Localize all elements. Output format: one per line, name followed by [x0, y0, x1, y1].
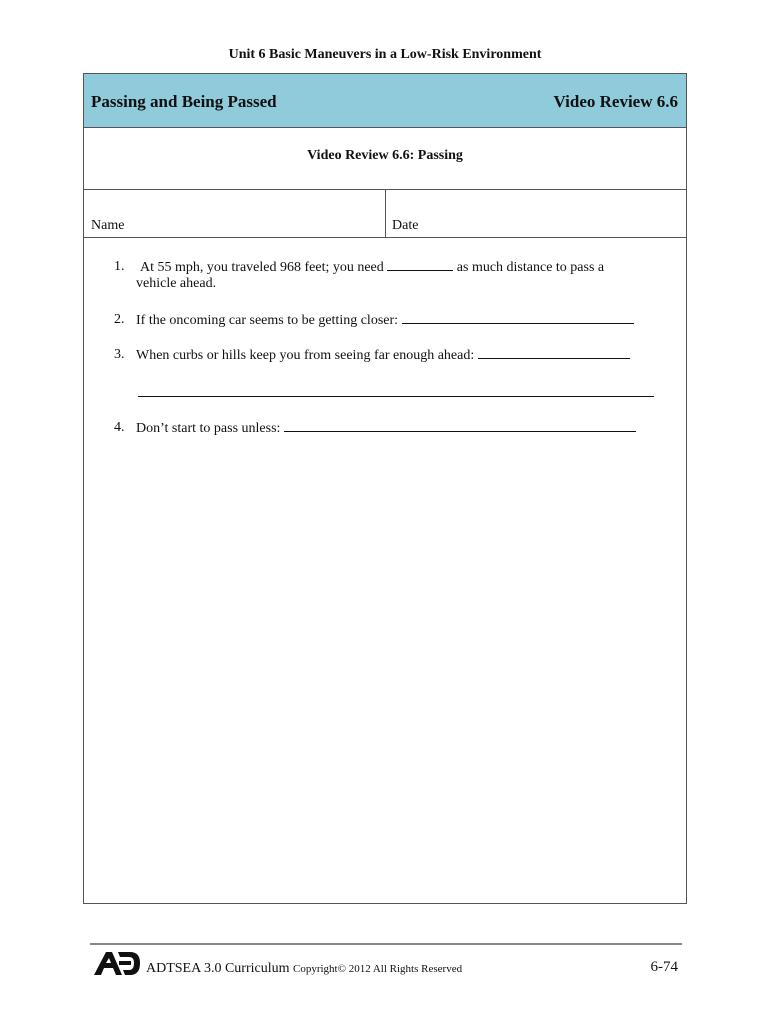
- answer-blank-1[interactable]: [387, 258, 453, 271]
- question-text: [136, 346, 630, 364]
- question-text-after: as much distance to pass a: [456, 260, 605, 275]
- question-text: [136, 311, 634, 329]
- name-label: Name: [91, 218, 125, 233]
- question-text-span: When curbs or hills keep you from seeing far enough ahead:: [136, 348, 475, 363]
- footer-divider: [90, 943, 682, 945]
- footer-copyright: Copyright© 2012 All Rights Reserved: [293, 963, 463, 975]
- review-number: Video Review 6.6: [553, 92, 678, 111]
- question-text: [140, 258, 604, 276]
- question-text-line2: vehicle ahead.: [136, 276, 217, 291]
- answer-blank-3[interactable]: [478, 346, 630, 359]
- worksheet-subtitle: Video Review 6.6: Passing: [307, 148, 463, 163]
- question-text: [136, 419, 636, 437]
- question-number: 2.: [114, 312, 125, 327]
- title-banner: [84, 74, 686, 128]
- name-date-row: [84, 190, 686, 238]
- question-number: 3.: [114, 347, 125, 362]
- unit-title: Unit 6 Basic Maneuvers in a Low-Risk Environment: [228, 47, 542, 62]
- adtsea-logo-icon: [92, 937, 142, 976]
- question-text-before: At 55 mph, you traveled 968 feet; you need: [140, 260, 384, 275]
- page-number: 6-74: [650, 959, 678, 975]
- date-label: Date: [392, 218, 419, 233]
- name-field[interactable]: [84, 190, 386, 237]
- question-number: 4.: [114, 420, 125, 435]
- footer-credit: [146, 961, 462, 977]
- question-text-span: If the oncoming car seems to be getting closer:: [136, 313, 399, 328]
- footer-brand: ADTSEA 3.0 Curriculum: [146, 961, 290, 976]
- question-text-span: Don’t start to pass unless:: [136, 421, 281, 436]
- question-number: 1.: [114, 259, 125, 274]
- answer-blank-3-continued[interactable]: [138, 396, 654, 397]
- logo-text: AE: [92, 937, 114, 954]
- worksheet-frame: [83, 73, 687, 904]
- subtitle-row: [84, 128, 686, 190]
- answer-blank-2[interactable]: [402, 311, 634, 324]
- answer-blank-4[interactable]: [284, 419, 636, 432]
- lesson-title: Passing and Being Passed: [91, 92, 277, 111]
